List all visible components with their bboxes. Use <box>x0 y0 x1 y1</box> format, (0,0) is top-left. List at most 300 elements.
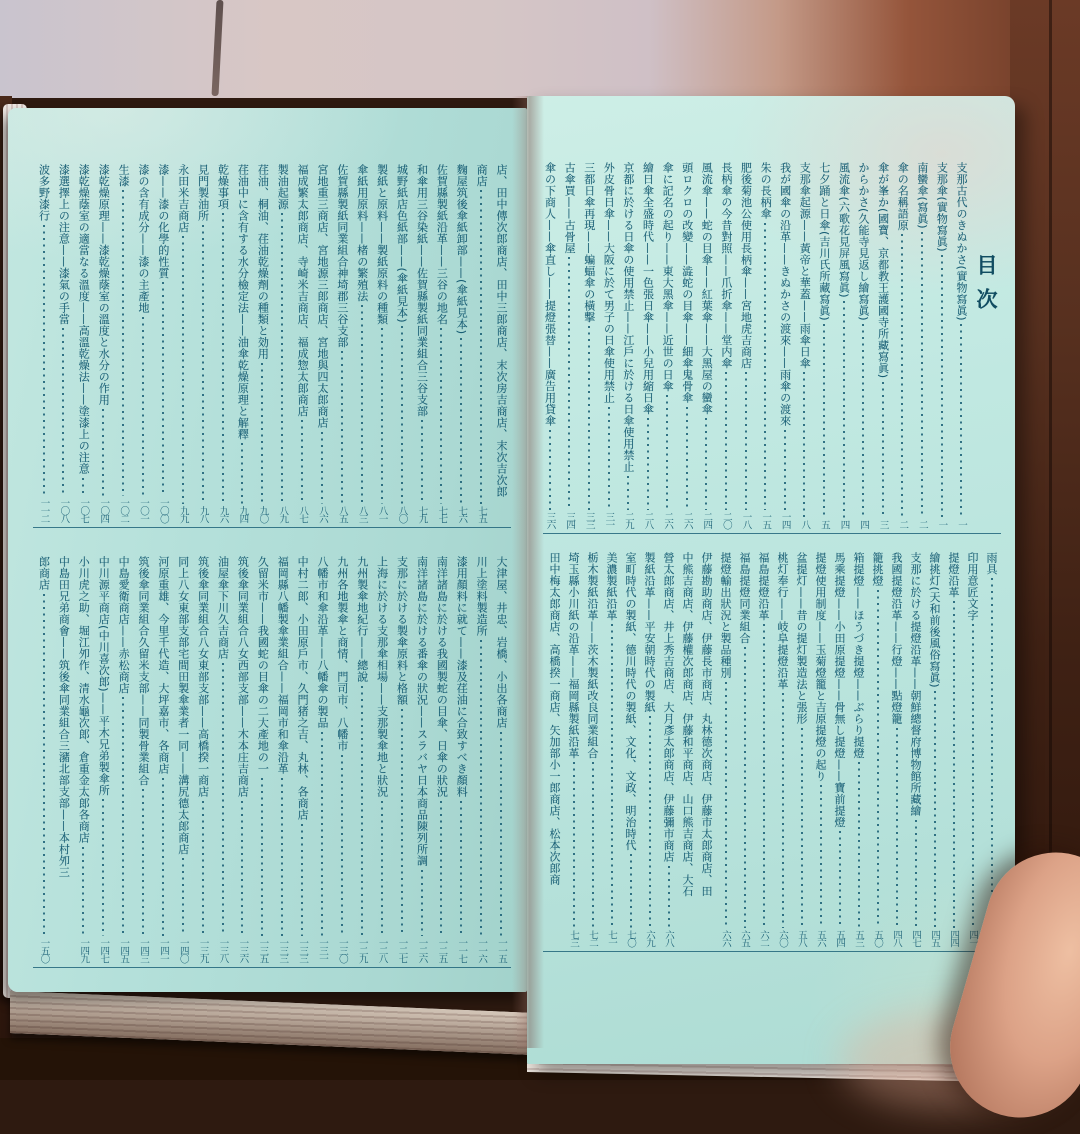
toc-entry-text: 漆選擇上の注意——漆氣の手當 <box>57 164 71 325</box>
toc-entry <box>34 556 54 963</box>
dotted-leader <box>823 324 825 518</box>
toc-entry <box>640 552 659 947</box>
page-number: 二四 <box>701 512 713 528</box>
toc-entry <box>944 552 963 947</box>
dotted-leader <box>725 682 727 929</box>
toc-entry-text: 馬乘提燈——小田原提燈——骨無し提燈——寶前提燈 <box>833 552 846 828</box>
toc-entry-text: 漆——漆の化學的性質 <box>156 164 170 279</box>
toc-entry-text: 傘に記名の起り——東大黑傘——近世の日傘 <box>661 162 675 392</box>
toc-entry-text: 乾燥事項 <box>216 164 230 210</box>
toc-entry <box>925 552 944 947</box>
page-number: 八五 <box>336 506 348 522</box>
dotted-leader <box>222 663 224 937</box>
dotted-leader <box>500 732 502 937</box>
dotted-leader <box>142 317 144 497</box>
toc-entry <box>697 162 717 529</box>
page-number: 三 <box>877 520 889 528</box>
toc-entry <box>716 552 735 947</box>
toc-entry <box>352 556 372 963</box>
toc-entry <box>451 556 471 963</box>
page-number: 三三 <box>583 512 595 528</box>
toc-entry-text: 傘が峯か(國寶、京都教王護國寺所藏寫眞) <box>876 162 890 379</box>
toc-entry-text: 荏油中に含有する水分檢定法——油傘乾燥原理と解釋 <box>236 164 250 440</box>
toc-entry-text: 埼玉縣小川紙の沿革——福岡縣製紙沿革 <box>567 552 580 759</box>
dotted-leader <box>341 351 343 504</box>
toc-entry-text: 印用意匠文字 <box>966 552 979 621</box>
page-number: 二六 <box>681 512 693 528</box>
page-number: 五三 <box>853 930 864 946</box>
toc-entry <box>618 162 638 529</box>
page-number: 八〇 <box>396 506 408 522</box>
toc-entry-text: 外皮骨日傘——大阪に於て男子の日傘使用禁止 <box>602 162 616 404</box>
toc-entry-text: からかさ(久能寺見返し繪寫眞) <box>857 162 871 322</box>
toc-entry <box>638 162 658 529</box>
page-number: 一二八 <box>376 938 388 962</box>
toc-entry-text: 田中梅太郎商店、高橋揆一商店、矢加部小一郎商店、松本次郎商 <box>548 552 561 886</box>
toc-entry-text: 支那古代のきぬかさ(實物寫眞) <box>955 162 968 322</box>
page-number: 一五 <box>760 512 772 528</box>
toc-entry <box>292 556 312 963</box>
dotted-leader <box>934 691 936 928</box>
dotted-leader <box>921 232 923 518</box>
toc-entry-text: 漆乾燥蔭室の適當なる溫度——高溫乾燥法——塗漆上の注意 <box>77 164 91 475</box>
toc-entry-text: 盆提灯——昔の提灯製造法と張形 <box>795 552 808 725</box>
toc-entry <box>312 164 332 523</box>
toc-entry-text: 長柄傘の今昔對照——爪折傘——堂内傘 <box>719 162 733 369</box>
toc-entry <box>545 552 564 947</box>
dotted-leader <box>627 476 629 511</box>
page-number: 八三 <box>356 506 368 522</box>
toc-entry-text: 南蠻傘(寫眞) <box>915 162 929 230</box>
page-number: 一四三 <box>137 938 149 962</box>
dotted-leader <box>321 732 323 937</box>
dotted-leader <box>162 282 164 496</box>
toc-entry-text: 伊藤勘助商店、伊藤長市商店、丸林德次商店、伊藤市太郎商店、田 <box>700 552 713 897</box>
toc-entry <box>834 162 854 529</box>
toc-entry <box>451 164 471 523</box>
toc-entry-text: 麴屋筑後傘紙卸部——(傘紙見本) <box>455 164 469 335</box>
toc-entry <box>912 162 932 529</box>
toc-entry <box>932 162 952 529</box>
toc-entry-text: 南洋諸島に於ける我國製蛇の目傘、日傘の狀況 <box>435 556 449 798</box>
toc-entry <box>312 556 332 963</box>
dotted-leader <box>782 693 784 928</box>
page-number: 一 <box>956 520 967 528</box>
dotted-leader <box>668 866 670 929</box>
toc-entry-text: 生漆 <box>117 164 131 187</box>
dotted-leader <box>62 328 64 496</box>
toc-entry <box>431 164 451 523</box>
toc-entry-text: 朱の長柄傘 <box>759 162 773 220</box>
dotted-leader <box>241 443 243 504</box>
dotted-leader <box>43 225 45 497</box>
toc-entry <box>412 164 432 523</box>
dotted-leader <box>549 430 551 511</box>
toc-entry-text: 製紙沿革——平安朝時代の製紙 <box>643 552 656 713</box>
toc-entry <box>775 162 795 529</box>
toc-entry <box>795 162 815 529</box>
page-number: 八 <box>799 520 811 528</box>
dotted-leader <box>941 255 943 518</box>
page-number: 六〇 <box>777 930 788 946</box>
toc-entry <box>560 162 580 529</box>
toc-entry-text: 見門製油所 <box>196 164 210 222</box>
dotted-leader <box>321 432 323 505</box>
page-number: 一四九 <box>78 938 90 962</box>
toc-entry <box>658 162 678 529</box>
book-gutter <box>512 96 544 1048</box>
toc-entry <box>755 162 775 529</box>
dotted-leader <box>901 234 903 518</box>
dotted-leader <box>301 420 303 504</box>
toc-title-column <box>971 162 1001 529</box>
dotted-leader <box>401 326 403 504</box>
toc-entry <box>735 552 754 947</box>
toc-entry-text: 七夕踊と日傘(吉川氏所藏寫眞) <box>817 162 831 322</box>
toc-entry <box>193 164 213 523</box>
dotted-leader <box>82 478 84 497</box>
toc-entry <box>873 162 893 529</box>
dotted-leader <box>102 409 104 497</box>
toc-entry-text: 古傘買——古骨屋 <box>563 162 577 254</box>
toc-entry-text: 營太郎商店、井上秀吉商店、大月彥太郎商店、伊藤彌市商店 <box>662 552 675 863</box>
toc-entry <box>213 164 233 523</box>
dotted-leader <box>122 190 124 496</box>
toc-entry <box>73 556 93 963</box>
toc-entry-text: 漆乾燥原理——漆乾燥蔭室の溫度と水分の作用 <box>97 164 111 406</box>
toc-entry-text: 大津屋、井忠、岩橋、小出各商店 <box>495 556 508 729</box>
toc-entry-text: 風流傘(六歌花見屏風寫眞) <box>837 162 851 299</box>
page-number: 三四 <box>564 512 576 528</box>
toc-entry-text: 肥後菊池公使用長柄傘——宮地虎吉商店 <box>739 162 753 369</box>
dotted-leader <box>915 820 917 929</box>
toc-entry <box>54 556 74 963</box>
toc-entry <box>372 164 392 523</box>
toc-entry <box>963 552 982 947</box>
toc-entry-text: 箱提燈——ほうづき提燈——ぶらり提燈 <box>852 552 865 759</box>
toc-entry <box>792 552 811 947</box>
dotted-leader <box>608 407 610 511</box>
dotted-leader <box>820 785 822 928</box>
page-number: 一四七 <box>98 938 110 962</box>
toc-entry-text: 我が國傘の沿革——きぬかさの渡來——雨傘の渡來 <box>778 162 792 427</box>
toc-entry <box>599 162 619 529</box>
toc-entry-text: 南洋諸島に於ける番傘の狀況——スラバヤ日本商品陳列所調 <box>415 556 429 867</box>
page-number: 二六 <box>662 512 674 528</box>
toc-entry-text: 傘の下商人——傘直し——提燈張替——廣告用貸傘 <box>543 162 557 427</box>
toc-entry-text: 提燈使用制度——玉菊燈籠と吉原提燈の起り <box>814 552 827 782</box>
dotted-leader <box>568 257 570 510</box>
toc-entry <box>272 164 292 523</box>
page-number: 一三一 <box>316 938 328 962</box>
dotted-leader <box>222 213 224 504</box>
toc-entry-text: 宮地重三商店、宮地源三郎商店、宮地與四太郎商店 <box>315 164 329 429</box>
page-number: 一三三 <box>277 938 289 962</box>
dotted-leader <box>182 236 184 504</box>
dotted-leader <box>666 395 668 510</box>
toc-entry <box>814 162 834 529</box>
page-number: 一〇一 <box>137 498 149 522</box>
page-number: 三一 <box>603 512 615 528</box>
dotted-leader <box>361 686 363 937</box>
dotted-leader <box>82 847 84 937</box>
toc-entry <box>621 552 640 947</box>
page-number: 四一 <box>967 930 978 946</box>
page-number: 六二 <box>758 930 769 946</box>
toc-entry-text: 室町時代の製紙、德川時代の製紙、文化、文政、明治時代 <box>624 552 637 851</box>
page-right <box>527 96 1015 1064</box>
page-number: 一二九 <box>356 938 368 962</box>
dotted-leader <box>960 324 962 518</box>
toc-entry-text: 繪挑灯(天和前後風俗寫眞) <box>928 552 941 689</box>
toc-entry-text: 中熊吉商店、伊藤權次郎商店、伊藤和平商店、山口熊吉商店、大石 <box>681 552 694 897</box>
page-number: 二 <box>916 520 928 528</box>
toc-entry-text: 中川源平商店(中川喜次郎)——平木兄弟製傘所 <box>97 556 111 796</box>
toc-entry-text: 城野紙店色紙部——(傘紙見本) <box>395 164 409 324</box>
dotted-leader <box>843 301 845 518</box>
dotted-leader <box>480 640 482 937</box>
toc-entry <box>54 164 74 523</box>
page-number: 一三六 <box>237 938 249 962</box>
page-number: 九六 <box>217 506 229 522</box>
page-number: 四 <box>838 520 850 528</box>
page-number: 二八 <box>642 512 654 528</box>
dotted-leader <box>460 801 462 937</box>
toc-entry <box>830 552 849 947</box>
toc-right-bottom-block <box>543 552 1001 952</box>
toc-entry <box>583 552 602 947</box>
dotted-leader <box>381 801 383 937</box>
toc-entry <box>697 552 716 947</box>
toc-entry <box>491 556 511 963</box>
wood-floor-top <box>0 0 1080 98</box>
toc-entry <box>34 164 54 523</box>
page-number: 六六 <box>720 930 731 946</box>
page-number: 一三五 <box>257 938 269 962</box>
toc-entry <box>412 556 432 963</box>
page-number: 七九 <box>416 506 428 522</box>
toc-entry <box>773 552 792 947</box>
page-number: 六九 <box>644 930 655 946</box>
dotted-leader <box>647 418 649 510</box>
dotted-leader <box>460 338 462 504</box>
dotted-leader <box>705 418 707 510</box>
toc-entry <box>754 552 773 947</box>
toc-entry-text: 油屋傘下川久吉商店 <box>216 556 230 660</box>
page-number: 六五 <box>739 930 750 946</box>
dotted-leader <box>972 624 974 928</box>
toc-entry-text: 上海に於ける支那傘相場——支那製傘地と狀況 <box>375 556 389 798</box>
toc-entry-text: 中島田兄弟商會——筑後傘同業組合三瀦北部支部——本村夘三 <box>57 556 71 878</box>
page-number: 一二五 <box>436 938 448 962</box>
page-left <box>8 108 527 992</box>
toc-entry-text: 支那に於ける提燈沿革——朝鮮總督府博物館所藏繪 <box>909 552 922 817</box>
dotted-leader <box>102 799 104 936</box>
dotted-leader <box>764 223 766 511</box>
dotted-leader <box>896 728 898 929</box>
dotted-leader <box>440 328 442 504</box>
dotted-leader <box>763 624 765 928</box>
dotted-leader <box>745 372 747 510</box>
toc-entry-text: 桃灯奉行——岐阜提燈沿革 <box>776 552 789 690</box>
toc-title: 目次 <box>974 254 998 322</box>
toc-entry <box>252 556 272 963</box>
toc-entry <box>133 164 153 523</box>
toc-entry-text: 籠挑燈 <box>871 552 884 587</box>
toc-entry <box>677 162 697 529</box>
dotted-leader <box>630 854 632 928</box>
toc-entry <box>853 162 873 529</box>
toc-entry-text: 九州各地製傘と商情、門司市、八幡市 <box>335 556 349 752</box>
dotted-leader <box>401 709 403 937</box>
toc-entry <box>233 164 253 523</box>
toc-entry <box>564 552 583 947</box>
page-number: 一一六 <box>476 938 488 962</box>
toc-entry-text: 風流傘——蛇の目傘——紅葉傘——大黑屋の蠻傘 <box>700 162 714 415</box>
page-number: 六八 <box>663 930 674 946</box>
page-number: 一 <box>936 520 948 528</box>
dotted-leader <box>480 190 482 504</box>
page-number: 四四 <box>948 930 959 946</box>
toc-entry <box>887 552 906 947</box>
page-number: 八七 <box>297 506 309 522</box>
page-number: 一一七 <box>456 938 468 962</box>
toc-entry-text: 久留米市——我國蛇の目傘の二大產地の一 <box>256 556 270 775</box>
page-number: 七七 <box>436 506 448 522</box>
dotted-leader <box>43 594 45 937</box>
toc-entry-text: 京都に於ける日傘の使用禁止——江戶に於ける日傘使用禁止 <box>621 162 635 473</box>
dotted-leader <box>361 305 363 504</box>
toc-entry-text: 小川虎之助、堀江夘作、清水龜次郎、倉重金太郎各商店 <box>77 556 91 844</box>
toc-entry-text: 製紙と原料——製紙原料の種類 <box>375 164 389 325</box>
toc-entry <box>951 162 971 529</box>
page-number: 四 <box>858 520 870 528</box>
dotted-leader <box>142 789 144 936</box>
page-number: 八六 <box>316 506 328 522</box>
toc-entry <box>73 164 93 523</box>
dotted-leader <box>882 382 884 518</box>
dotted-leader <box>858 762 860 928</box>
dotted-leader <box>202 225 204 505</box>
toc-entry-text: 川上塗料製造所 <box>475 556 489 637</box>
toc-entry-text: 荏油、桐油、荏油乾燥劑の種類と効用 <box>256 164 270 360</box>
toc-entry <box>392 556 412 963</box>
dotted-leader <box>862 324 864 518</box>
toc-entry-text: 我國提燈沿革——行燈——點燈籠 <box>890 552 903 725</box>
toc-entry <box>272 556 292 963</box>
toc-entry-text: 傘紙用原料——楮の繁殖法 <box>355 164 369 302</box>
toc-entry-text: 漆の含有成分——漆の主產地 <box>136 164 150 314</box>
toc-entry-text: 九州製傘地紀行——總說 <box>355 556 369 683</box>
toc-entry <box>849 552 868 947</box>
dotted-leader <box>122 697 124 936</box>
toc-entry <box>471 556 491 963</box>
toc-entry-text: 筑後傘同業組合八女東部支部——高橋揆一商店 <box>196 556 210 798</box>
toc-entry <box>233 556 253 963</box>
toc-entry <box>133 556 153 963</box>
toc-entry-text: 栃木製紙沿革——茨木製紙改良同業組合 <box>586 552 599 759</box>
page-number: 五八 <box>796 930 807 946</box>
page-number: 八九 <box>277 506 289 522</box>
dotted-leader <box>440 801 442 937</box>
page-number: 七五 <box>476 506 488 522</box>
toc-entry-text: 支那傘起源——黃帝と華蓋——雨傘日傘 <box>798 162 812 369</box>
toc-entry <box>173 556 193 963</box>
page-number: 七六 <box>456 506 468 522</box>
toc-entry <box>906 552 925 947</box>
dotted-leader <box>261 778 263 937</box>
toc-entry-text: 漆用顏料に就て——漆及荏油に合致すべき顏料 <box>455 556 469 798</box>
toc-entry-text: 繪日傘全盛時代——一色張日傘——小兒用縮日傘 <box>641 162 655 415</box>
dotted-leader <box>421 870 423 937</box>
toc-entry <box>659 552 678 947</box>
toc-entry <box>292 164 312 523</box>
toc-entry <box>332 556 352 963</box>
page-number: 三六 <box>544 512 556 528</box>
page-number: 一三三 <box>297 938 309 962</box>
page-number: 二〇 <box>720 512 732 528</box>
toc-entry <box>893 162 913 529</box>
page-number: 一二六 <box>416 938 428 962</box>
dotted-leader <box>281 213 283 504</box>
dotted-leader <box>588 326 590 510</box>
page-number: 一二七 <box>396 938 408 962</box>
toc-entry <box>602 552 621 947</box>
toc-entry-text: 福島提燈同業組合 <box>738 552 751 644</box>
toc-entry-text: 頭ロクロの改變——澁蛇の目傘——細傘鬼骨傘 <box>680 162 694 404</box>
toc-entry <box>113 556 133 963</box>
toc-entry <box>392 164 412 523</box>
dotted-leader <box>803 372 805 518</box>
toc-entry-text: 美濃製紙沿革 <box>605 552 618 621</box>
toc-entry-text: 提燈輸出狀況と製品種別 <box>719 552 732 679</box>
toc-entry-text: 佐賀縣製紙同業組合神埼郡三谷支部 <box>335 164 349 348</box>
toc-entry-text: 支那に於ける製傘原料と格額 <box>395 556 409 706</box>
dotted-leader <box>953 601 955 928</box>
toc-right-top-block <box>543 162 1001 534</box>
toc-entry-text: 福成繁太郎商店、寺崎米吉商店、福成惣太郎商店 <box>296 164 310 417</box>
page-number: 九四 <box>237 506 249 522</box>
dotted-leader <box>784 430 786 511</box>
dotted-leader <box>744 647 746 928</box>
page-number: 五〇 <box>872 930 883 946</box>
toc-entry <box>736 162 756 529</box>
toc-entry-text: 筑後傘同業組合久留米支部——同製骨業組合 <box>136 556 150 786</box>
toc-entry <box>579 162 599 529</box>
toc-entry <box>93 556 113 963</box>
dotted-leader <box>381 328 383 504</box>
dotted-leader <box>725 372 727 510</box>
dotted-leader <box>281 778 283 937</box>
dotted-leader <box>182 858 184 936</box>
dotted-leader <box>686 407 688 511</box>
dotted-leader <box>592 762 594 928</box>
toc-entry-text: 福島提燈沿革 <box>757 552 770 621</box>
page-number: 七一 <box>606 930 617 946</box>
toc-entry-text: 波多野漆行 <box>37 164 51 222</box>
dotted-leader <box>241 801 243 937</box>
toc-entry <box>193 556 213 963</box>
toc-entry <box>811 552 830 947</box>
toc-entry-text: 永田米吉商店 <box>176 164 190 233</box>
page-number: 七二 <box>587 930 598 946</box>
page-number: 一一五 <box>496 938 507 962</box>
page-number: 二九 <box>622 512 634 528</box>
page-number: 四七 <box>910 930 921 946</box>
toc-entry-text: 八幡市和傘沿革——八幡傘の製品 <box>315 556 329 729</box>
toc-entry <box>93 164 113 523</box>
toc-left-top-block <box>33 164 511 528</box>
